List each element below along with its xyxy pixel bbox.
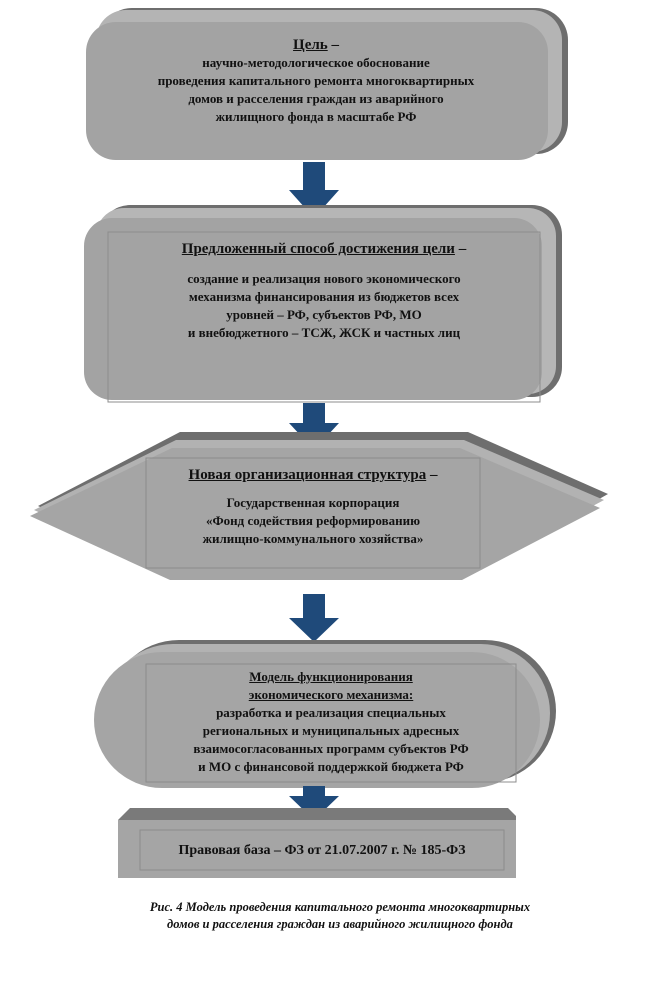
method-line-1: создание и реализация нового экономического xyxy=(187,271,461,286)
structure-line-2: «Фонд содействия реформированию xyxy=(205,513,421,528)
structure-box-text xyxy=(146,466,480,548)
method-dash: – xyxy=(454,241,467,257)
caption-line-1: Рис. 4 Модель проведения капитального ремонта многоквартирных xyxy=(149,900,531,914)
figure-caption xyxy=(60,899,620,933)
goal-line-3: домов и расселения граждан из аварийного xyxy=(188,91,444,106)
model-line-3: взаимосогласованных программ субъектов РФ xyxy=(193,741,469,756)
model-title-line-2: экономического механизма: xyxy=(248,687,414,702)
goal-line-4: жилищного фонда в масштабе РФ xyxy=(215,109,417,124)
structure-line-3: жилищно-коммунального хозяйства» xyxy=(202,531,424,546)
method-line-2: механизма финансирования из бюджетов всех xyxy=(188,289,460,304)
structure-line-1: Государственная корпорация xyxy=(226,495,400,510)
model-line-1: разработка и реализация специальных xyxy=(216,705,446,720)
goal-line-2: проведения капитального ремонта многоквартирных xyxy=(157,73,475,88)
legal-text: Правовая база – ФЗ от 21.07.2007 г. № 185-ФЗ xyxy=(178,843,466,858)
goal-line-1: научно-методологическое обоснование xyxy=(202,55,430,70)
model-line-2: региональных и муниципальных адресных xyxy=(202,723,460,738)
legal-box-text xyxy=(140,842,504,860)
goal-box-text xyxy=(96,36,536,126)
goal-title: Цель xyxy=(293,37,328,53)
structure-title: Новая организационная структура xyxy=(188,467,427,483)
model-title-line-1: Модель функционирования xyxy=(249,669,413,684)
model-line-4: и МО с финансовой поддержкой бюджета РФ xyxy=(198,759,464,774)
model-box-text xyxy=(146,668,516,776)
method-line-3: уровней – РФ, субъектов РФ, МО xyxy=(226,307,422,322)
goal-dash: – xyxy=(327,37,339,53)
method-title: Предложенный способ достижения цели xyxy=(181,241,455,257)
method-line-4: и внебюджетного – ТСЖ, ЖСК и частных лиц xyxy=(187,325,461,340)
caption-line-2: домов и расселения граждан из аварийного жилищного фонда xyxy=(167,917,513,931)
method-box-text xyxy=(108,240,540,342)
structure-dash: – xyxy=(426,467,438,483)
arrow-down-3 xyxy=(289,594,339,642)
